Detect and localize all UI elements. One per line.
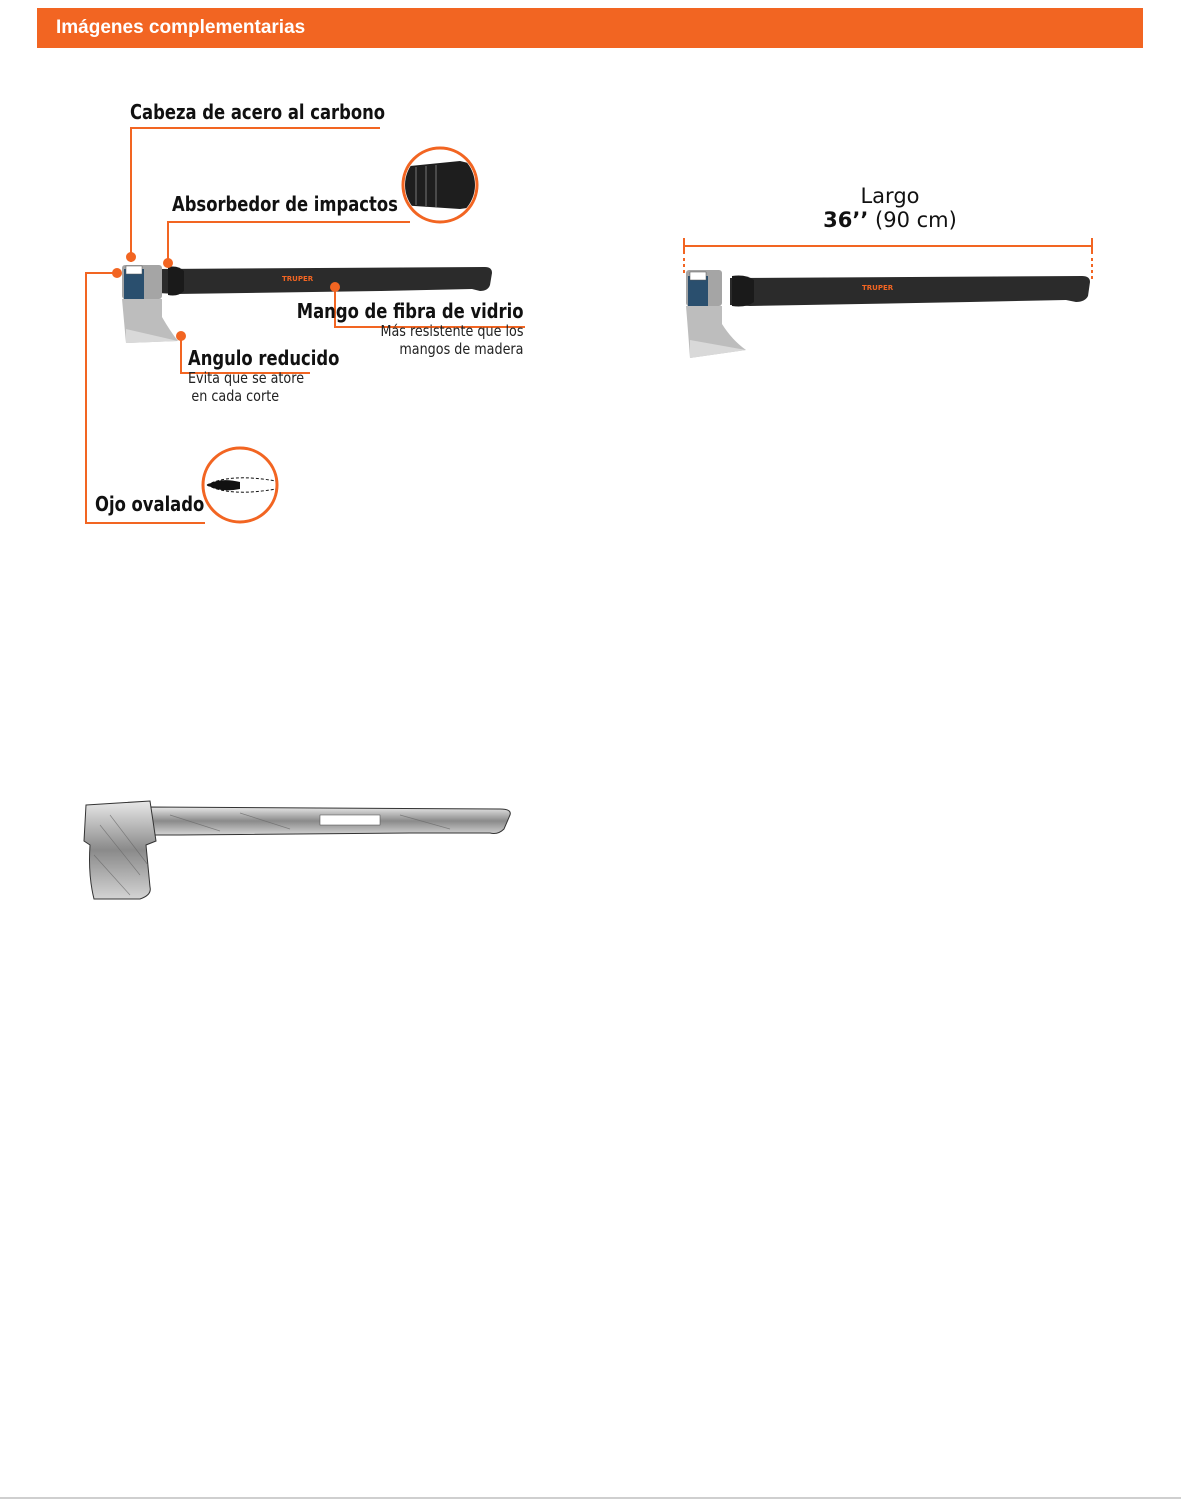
dot-head — [126, 252, 136, 262]
length-value-cm: (90 cm) — [875, 208, 957, 232]
axe-packaged-figure — [80, 795, 520, 905]
callout-eye — [95, 493, 228, 516]
callout-absorber — [172, 193, 447, 216]
dot-absorber — [163, 258, 173, 268]
section-header — [37, 8, 1143, 48]
callout-absorber-label: Absorbedor de impactos — [172, 192, 398, 216]
axe-packaged-illustration — [80, 795, 520, 905]
callout-eye-label: Ojo ovalado — [95, 492, 205, 516]
leader-absorber — [168, 222, 410, 263]
callout-angle-desc-2: en cada corte — [191, 386, 280, 405]
axe-features-figure — [80, 95, 540, 535]
dot-handle — [330, 282, 340, 292]
brand-mark: TRUPER — [282, 275, 314, 283]
axe-length-illustration — [670, 180, 1110, 380]
brand-mark-2: TRUPER — [862, 284, 894, 292]
callout-angle-desc-1: Evita que se atore — [188, 369, 305, 388]
section-title: Imágenes complementarias — [56, 17, 306, 38]
callout-angle — [188, 347, 373, 405]
callout-handle-desc-2: mangos de madera — [398, 339, 523, 358]
callout-handle-desc-1: Más resistente que los — [379, 322, 523, 341]
callout-head-label: Cabeza de acero al carbono — [130, 100, 386, 124]
dot-angle — [176, 331, 186, 341]
callout-angle-label: Angulo reducido — [188, 346, 340, 370]
bottom-rule — [0, 1497, 1181, 1499]
length-title: Largo — [860, 184, 920, 208]
dot-eye — [112, 268, 122, 278]
callout-handle-label: Mango de fibra de vidrio — [296, 299, 523, 323]
axe-length-figure — [670, 180, 1110, 380]
callout-head — [130, 101, 441, 124]
length-value-in: 36’’ — [823, 208, 869, 232]
